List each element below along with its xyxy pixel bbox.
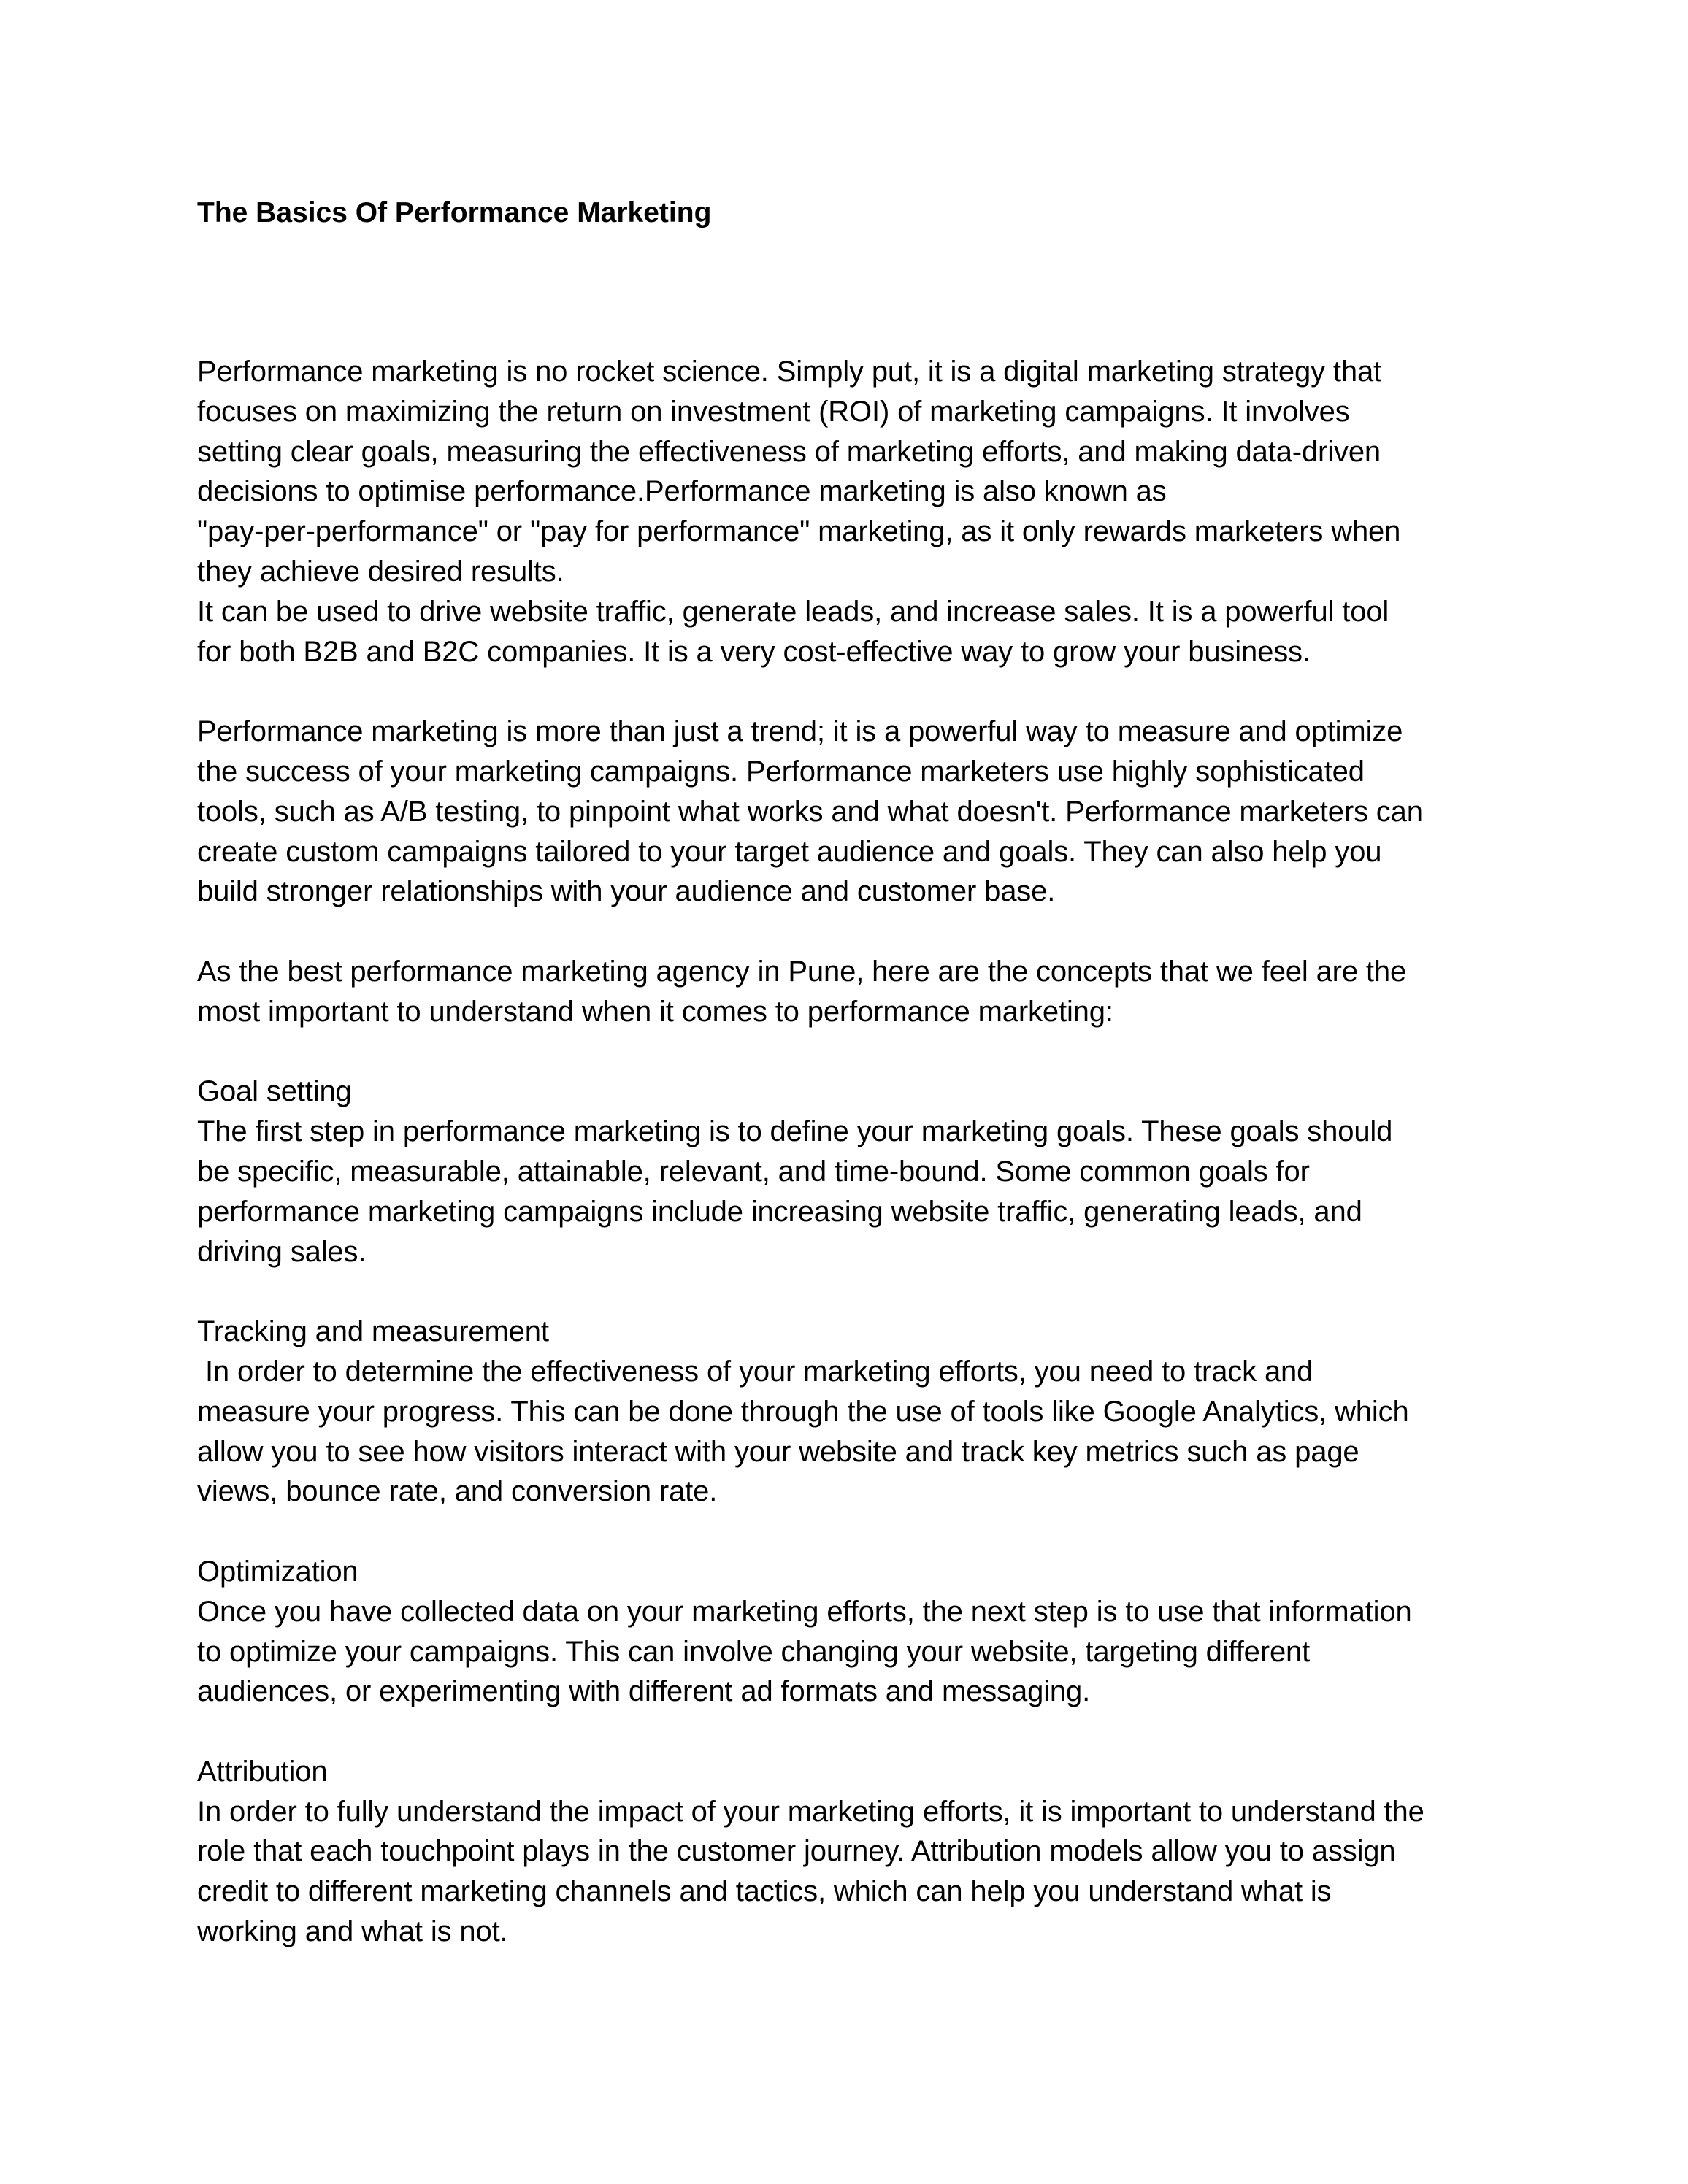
paragraph-line: allow you to see how visitors interact with your website and track key metrics such as page bbox=[197, 1435, 1359, 1468]
section-heading: Attribution bbox=[197, 1755, 328, 1788]
section-heading: Tracking and measurement bbox=[197, 1315, 549, 1348]
section-heading: Optimization bbox=[197, 1555, 358, 1588]
paragraph-line: build stronger relationships with your audience and customer base. bbox=[197, 875, 1056, 908]
paragraph-spacer bbox=[197, 1712, 1511, 1752]
paragraph-line: for both B2B and B2C companies. It is a very cost-effective way to grow your business. bbox=[197, 635, 1311, 668]
paragraph-line: It can be used to drive website traffic, generate leads, and increase sales. It is a powerful tool bbox=[197, 595, 1389, 628]
section-tracking-and-measurement bbox=[197, 1312, 1511, 1512]
paragraph-line: Performance marketing is more than just a trend; it is a powerful way to measure and optimize bbox=[197, 715, 1403, 748]
section-heading: Goal setting bbox=[197, 1075, 352, 1108]
paragraph-line: the success of your marketing campaigns. Performance marketers use highly sophisticated bbox=[197, 755, 1365, 788]
section-optimization bbox=[197, 1552, 1511, 1712]
intro-paragraph bbox=[197, 352, 1511, 672]
paragraph-line: audiences, or experimenting with different ad formats and messaging. bbox=[197, 1675, 1091, 1708]
paragraph-line: In order to determine the effectiveness of your marketing efforts, you need to track and bbox=[197, 1355, 1313, 1388]
paragraph-spacer bbox=[197, 1032, 1511, 1072]
paragraph-line: driving sales. bbox=[197, 1235, 367, 1268]
paragraph-line: focuses on maximizing the return on investment (ROI) of marketing campaigns. It involves bbox=[197, 395, 1350, 428]
paragraph-line: views, bounce rate, and conversion rate. bbox=[197, 1475, 718, 1508]
paragraph-line: Once you have collected data on your marketing efforts, the next step is to use that information bbox=[197, 1595, 1412, 1628]
paragraph-line: working and what is not. bbox=[197, 1915, 508, 1948]
paragraph-line: Performance marketing is no rocket science. Simply put, it is a digital marketing strategy that bbox=[197, 355, 1382, 388]
trend-paragraph bbox=[197, 712, 1511, 912]
paragraph-line: they achieve desired results. bbox=[197, 555, 564, 588]
paragraph-spacer bbox=[197, 1512, 1511, 1552]
paragraph-line: performance marketing campaigns include increasing website traffic, generating leads, and bbox=[197, 1195, 1362, 1228]
paragraph-line: setting clear goals, measuring the effectiveness of marketing efforts, and making data-driven bbox=[197, 435, 1381, 468]
agency-paragraph bbox=[197, 952, 1511, 1032]
paragraph-line: tools, such as A/B testing, to pinpoint what works and what doesn't. Performance marketers can bbox=[197, 795, 1423, 828]
paragraph-line: credit to different marketing channels and tactics, which can help you understand what is bbox=[197, 1875, 1332, 1908]
paragraph-line: role that each touchpoint plays in the customer journey. Attribution models allow you to assign bbox=[197, 1835, 1396, 1868]
paragraph-line: create custom campaigns tailored to your target audience and goals. They can also help you bbox=[197, 835, 1382, 868]
document-content bbox=[197, 191, 1511, 1948]
paragraph-line: As the best performance marketing agency in Pune, here are the concepts that we feel are the bbox=[197, 955, 1407, 988]
document-body bbox=[197, 352, 1511, 1952]
paragraph-line: most important to understand when it comes to performance marketing: bbox=[197, 995, 1113, 1028]
paragraph-line: "pay-per-performance" or "pay for performance" marketing, as it only rewards marketers when bbox=[197, 515, 1401, 548]
section-attribution bbox=[197, 1752, 1511, 1952]
paragraph-line: decisions to optimise performance.Performance marketing is also known as bbox=[197, 475, 1167, 508]
document-title: The Basics Of Performance Marketing bbox=[197, 197, 712, 228]
paragraph-spacer bbox=[197, 912, 1511, 952]
paragraph-line: measure your progress. This can be done through the use of tools like Google Analytics, which bbox=[197, 1395, 1409, 1428]
paragraph-spacer bbox=[197, 1272, 1511, 1312]
section-goal-setting bbox=[197, 1072, 1511, 1272]
paragraph-line: In order to fully understand the impact of your marketing efforts, it is important to understand the bbox=[197, 1795, 1424, 1828]
paragraph-line: The first step in performance marketing is to define your marketing goals. These goals should bbox=[197, 1115, 1393, 1148]
paragraph-line: be specific, measurable, attainable, relevant, and time-bound. Some common goals for bbox=[197, 1155, 1310, 1188]
paragraph-spacer bbox=[197, 672, 1511, 712]
paragraph-line: to optimize your campaigns. This can involve changing your website, targeting different bbox=[197, 1635, 1311, 1668]
